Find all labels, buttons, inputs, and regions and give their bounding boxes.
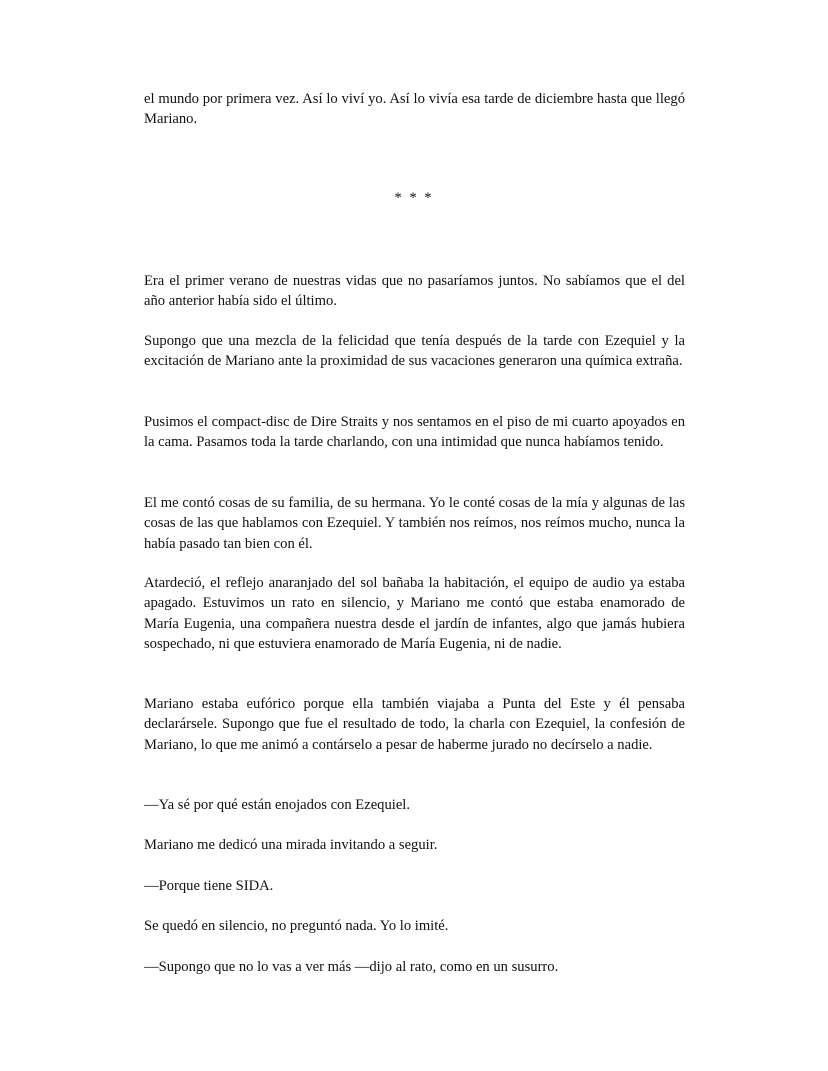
paragraph-5: El me contó cosas de su familia, de su hermana. Yo le conté cosas de la mía y algunas de las cosas de las que hablamos con Ezequiel. Y también nos reímos, nos reímos mucho, nunca la había pasado tan bien con él. <box>144 495 685 552</box>
paragraph-6: Atardeció, el reflejo anaranjado del sol bañaba la habitación, el equipo de audio ya estaba apagado. Estuvimos un rato en silencio, y Mariano me contó que estaba enamorado de María Eugenia, una compañera nuestra desde el jardín de infantes, algo que jamás hubiera sospechado, ni que estuviera enamorado de María Eugenia, ni de nadie. <box>144 575 685 652</box>
paragraph-12: —Supongo que no lo vas a ver más —dijo al rato, como en un susurro. <box>144 959 559 975</box>
paragraph-opening: el mundo por primera vez. Así lo viví yo. Así lo vivía esa tarde de diciembre hasta que llegó Mariano. <box>144 91 685 128</box>
paragraph-10: —Porque tiene SIDA. <box>144 878 274 894</box>
paragraph-4: Pusimos el compact-disc de Dire Straits y nos sentamos en el piso de mi cuarto apoyados en la cama. Pasamos toda la tarde charlando, con una intimidad que nunca habíamos tenido. <box>144 414 685 451</box>
section-separator: * * * <box>394 190 434 206</box>
paragraph-11: Se quedó en silencio, no preguntó nada. Yo lo imité. <box>144 918 449 934</box>
paragraph-2: Era el primer verano de nuestras vidas que no pasaríamos juntos. No sabíamos que el del año anterior había sido el último. <box>144 273 685 310</box>
paragraph-8: —Ya sé por qué están enojados con Ezequiel. <box>144 797 411 813</box>
paragraph-7: Mariano estaba eufórico porque ella también viajaba a Punta del Este y él pensaba declarársele. Supongo que fue el resultado de todo, la charla con Ezequiel, la confesión de Mariano, lo que me animó a contárselo a pesar de haberme jurado no decírselo a nadie. <box>144 696 685 753</box>
paragraph-9: Mariano me dedicó una mirada invitando a seguir. <box>144 837 438 853</box>
paragraph-3: Supongo que una mezcla de la felicidad que tenía después de la tarde con Ezequiel y la excitación de Mariano ante la proximidad de sus vacaciones generaron una química extraña. <box>144 333 685 370</box>
